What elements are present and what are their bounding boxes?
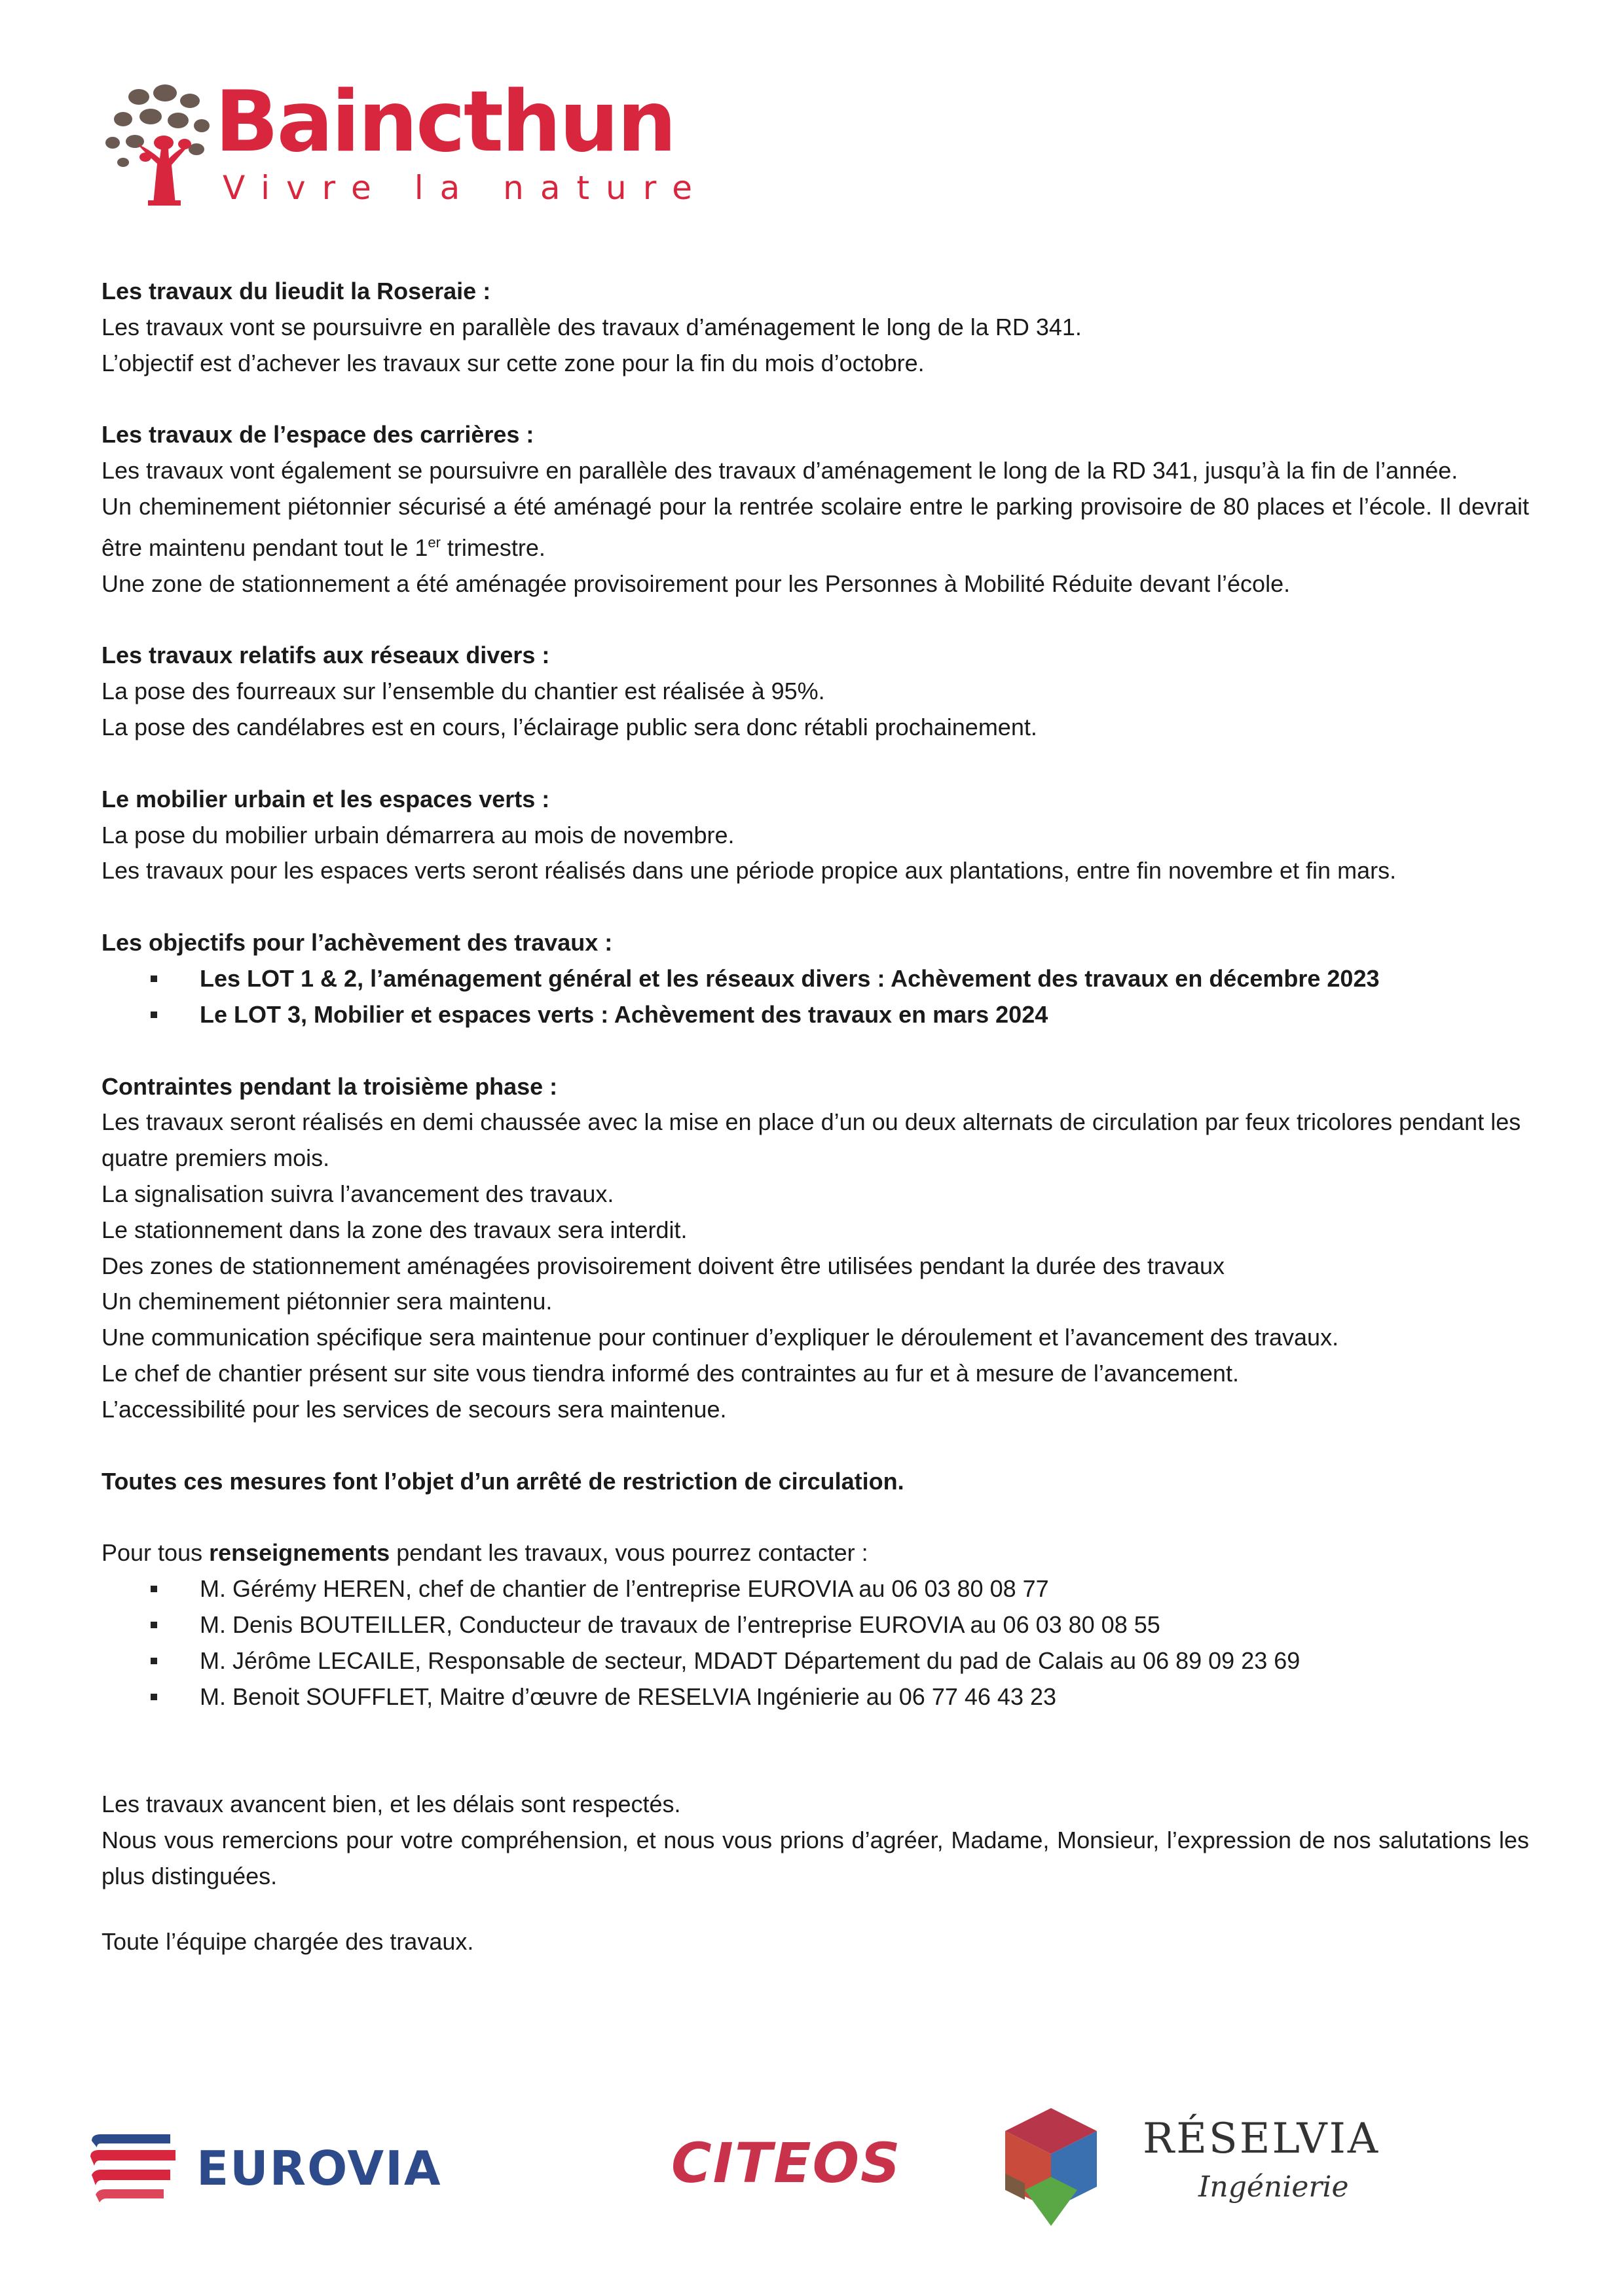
section-title-carrieres: Les travaux de l’espace des carrières : xyxy=(101,421,534,448)
closing-salutation: Nous vous remercions pour votre compréhension, et nous vous prions d’agréer, Madame, Monsieur, l’expression de nos salutations les plus distinguées. xyxy=(101,1827,1529,1889)
text-line: Le chef de chantier présent sur site vous tiendra informé des contraintes au fur et à mesure de l’avancement. xyxy=(101,1359,1239,1387)
contact-item: M. Benoit SOUFFLET, Maitre d’œuvre de RESELVIA Ingénierie au 06 77 46 43 23 xyxy=(101,1679,1529,1715)
text-line: Les travaux pour les espaces verts seront réalisés dans une période propice aux plantations, entre fin novembre et fin mars. xyxy=(101,857,1397,884)
text-line: L’accessibilité pour les services de secours sera maintenue. xyxy=(101,1395,727,1423)
text-segment: pendant les travaux, vous pourrez contacter : xyxy=(390,1539,868,1567)
text-line: La pose des candélabres est en cours, l’éclairage public sera donc rétabli prochainement. xyxy=(101,713,1037,740)
text-line: Le stationnement dans la zone des travaux sera interdit. xyxy=(101,1216,688,1243)
text-line: Une communication spécifique sera maintenue pour continuer d’expliquer le déroulement et l’avancement des travaux. xyxy=(101,1324,1339,1351)
contacts-intro xyxy=(101,1535,1529,1571)
text-segment-bold: renseignements xyxy=(209,1539,390,1567)
brand-name: Baincthun xyxy=(215,73,675,171)
section-title-roseraie: Les travaux du lieudit la Roseraie : xyxy=(101,278,491,304)
text-line: La pose du mobilier urbain démarrera au mois de novembre. xyxy=(101,821,735,848)
reselvia-subtitle: Ingénierie xyxy=(1198,2170,1349,2204)
arrete-statement: Toutes ces mesures font l’objet d’un arrêté de restriction de circulation. xyxy=(101,1467,904,1495)
reselvia-name: RÉSELVIA xyxy=(1143,2115,1380,2163)
text-paragraph xyxy=(101,489,1529,566)
text-line: La pose des fourreaux sur l’ensemble du chantier est réalisée à 95%. xyxy=(101,678,825,705)
text-line: L’objectif est d’achever les travaux sur cette zone pour la fin du mois d’octobre. xyxy=(101,349,925,376)
text-line: Les travaux seront réalisés en demi chaussée avec la mise en place d’un ou deux alternats de circulation par feux tricolores pendant les quatre premiers mois. xyxy=(101,1108,1521,1172)
reselvia-cube-icon xyxy=(986,2102,1116,2232)
text-line: Les travaux vont également se poursuivre en parallèle des travaux d’aménagement le long de la RD 341, jusqu’à la fin de l’année. xyxy=(101,457,1458,484)
contact-item: M. Denis BOUTEILLER, Conducteur de travaux de l’entreprise EUROVIA au 06 03 80 08 55 xyxy=(101,1607,1529,1643)
signature: Toute l’équipe chargée des travaux. xyxy=(101,1927,474,1955)
contact-item: M. Gérémy HEREN, chef de chantier de l’entreprise EUROVIA au 06 03 80 08 77 xyxy=(101,1571,1529,1607)
text-segment: Pour tous xyxy=(101,1539,210,1567)
contacts-list xyxy=(101,1571,1529,1715)
text-segment: Un cheminement piétonnier sécurisé a été aménagé pour la rentrée scolaire entre le parking provisoire de 80 places et l’école. Il devrait être maintenu pendant tout le 1 xyxy=(101,492,1529,561)
text-line: La signalisation suivra l’avancement des travaux. xyxy=(101,1180,614,1207)
list-item: Les LOT 1 & 2, l’aménagement général et les réseaux divers : Achèvement des travaux en décembre 2023 xyxy=(101,961,1529,997)
baincthun-logo xyxy=(98,73,709,210)
objectives-list xyxy=(101,961,1529,1033)
text-line: Les travaux vont se poursuivre en parallèle des travaux d’aménagement le long de la RD 341. xyxy=(101,313,1082,340)
contact-item: M. Jérôme LECAILE, Responsable de secteur, MDADT Département du pad de Calais au 06 89 09 23 69 xyxy=(101,1643,1529,1679)
list-item: Le LOT 3, Mobilier et espaces verts : Achèvement des travaux en mars 2024 xyxy=(101,997,1529,1033)
citeos-logo: CITEOS xyxy=(671,2131,902,2195)
eurovia-logo xyxy=(85,2128,478,2213)
superscript: er xyxy=(428,534,441,551)
eurovia-stripes-icon xyxy=(85,2128,183,2213)
text-line: Des zones de stationnement aménagées provisoirement doivent être utilisées pendant la durée des travaux xyxy=(101,1252,1225,1279)
eurovia-name: EUROVIA xyxy=(196,2141,442,2196)
section-title-reseaux: Les travaux relatifs aux réseaux divers : xyxy=(101,642,550,669)
section-title-objectifs: Les objectifs pour l’achèvement des travaux : xyxy=(101,929,613,957)
brand-tagline: Vivre la nature xyxy=(223,169,709,207)
text-line: Un cheminement piétonnier sera maintenu. xyxy=(101,1288,553,1315)
text-segment: trimestre. xyxy=(440,534,545,561)
closing-line: Les travaux avancent bien, et les délais sont respectés. xyxy=(101,1791,681,1818)
tree-icon xyxy=(98,79,216,210)
section-title-contraintes: Contraintes pendant la troisième phase : xyxy=(101,1072,558,1100)
letter-body xyxy=(101,274,1529,1959)
section-title-mobilier: Le mobilier urbain et les espaces verts : xyxy=(101,785,550,812)
footer-logos xyxy=(0,2082,1624,2252)
text-line: Une zone de stationnement a été aménagée provisoirement pour les Personnes à Mobilité Réduite devant l’école. xyxy=(101,570,1291,597)
